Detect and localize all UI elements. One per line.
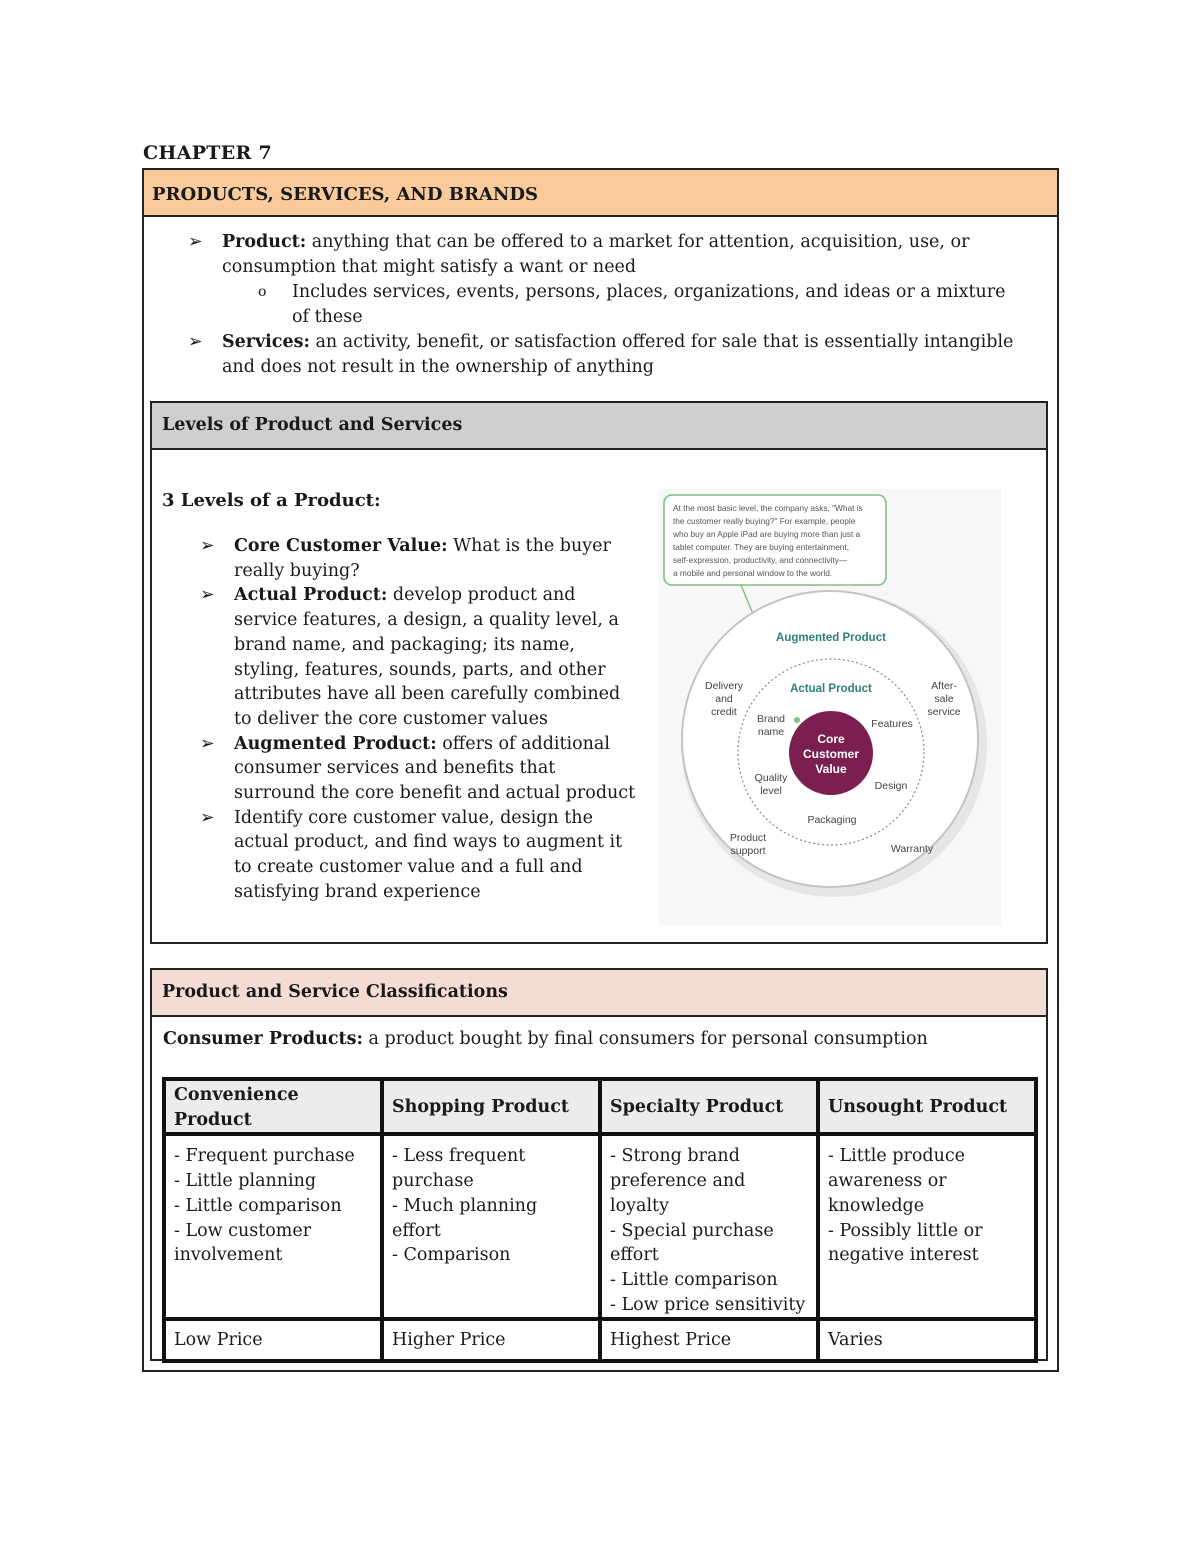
arrow-bullet-icon: ➢ [200,536,215,556]
packaging-label: Packaging [807,814,857,826]
trait-line: - Little produce awareness or knowledge [828,1146,966,1216]
circle-bullet-icon: o [258,284,267,300]
arrow-bullet-icon: ➢ [200,807,215,828]
product-text: anything that can be offered to a market for attention, acquisition, use, or consumption that might satisfy a want or need [222,232,970,277]
levels-title: 3 Levels of a Product: [162,490,381,511]
table-row [164,1319,1036,1361]
product-definition [188,230,1028,280]
services-definition [188,330,1028,380]
level-text: develop product and service features, a design, a quality level, a brand name, and packaging; its name, styling, features, sounds, parts, and other attributes have all been carefully combined to deliver the core customer values [234,585,621,729]
services-text: an activity, benefit, or satisfaction offered for sale that is essentially intangible and does not result in the ownership of anything [222,332,1014,377]
level-text: Identify core customer value, design the actual product, and find ways to augment it to create customer value and a full and satisfying brand experience [234,807,623,902]
pointer-dot [794,717,800,723]
arrow-bullet-icon: ➢ [188,332,203,352]
level-item-core [200,534,640,583]
arrow-bullet-icon: ➢ [188,232,203,252]
arrow-bullet-icon: ➢ [200,585,215,606]
classification-table [162,1077,1038,1363]
support-label: support [730,845,766,857]
callout-line: tablet computer. They are buying entertainment, [673,542,850,552]
core-label: Customer [802,747,860,761]
classifications-header: Product and Service Classifications [152,970,1046,1017]
column-header: Specialty Product [600,1079,818,1134]
level-item-actual [200,583,640,731]
price-cell: Varies [818,1319,1036,1361]
callout-line: self-expression, productivity, and connectivity— [673,555,848,565]
product-sub-definition [188,280,1028,330]
level-text: What is the buyer really buying? [234,536,611,581]
consumer-products-definition [163,1029,928,1049]
support-label: Product [729,832,767,844]
brand-label: Brand [756,713,786,725]
table-cell [164,1134,382,1319]
product-term: Product: [222,232,307,252]
warranty-label: Warranty [890,843,934,855]
augmented-label: Augmented Product [776,632,886,644]
trait-line: - Strong brand preference and loyalty [610,1146,746,1216]
column-header: Shopping Product [382,1079,600,1134]
callout-line: who buy an Apple iPad are buying more than just a [673,529,861,539]
trait-line: - Little planning [174,1171,317,1192]
levels-list [200,534,640,905]
price-cell: Highest Price [600,1319,818,1361]
levels-box [150,401,1048,944]
trait-line: - Little comparison [610,1269,778,1290]
arrow-bullet-icon: ➢ [200,733,215,754]
classifications-box [150,968,1048,1361]
delivery-label: credit [711,706,737,718]
table-header-row [164,1079,1036,1134]
level-item-summary [200,806,640,905]
levels-header: Levels of Product and Services [152,403,1046,450]
product-sub-text: Includes services, events, persons, places, organizations, and ideas or a mixture of these [292,282,1006,327]
table-cell [818,1134,1036,1319]
table-cell [600,1134,818,1319]
actual-label: Actual Product [790,683,872,695]
product-levels-diagram [659,489,1001,925]
definitions [188,230,1028,380]
level-term: Core Customer Value: [234,536,448,556]
table-row [164,1134,1036,1319]
trait-line: - Low price sensitivity [610,1294,806,1315]
level-term: Augmented Product: [234,733,437,754]
features-label: Features [871,718,913,730]
design-label: Design [874,780,908,792]
trait-line: - Possibly little or negative interest [828,1220,983,1266]
consumer-text: a product bought by final consumers for personal consumption [368,1029,928,1049]
services-term: Services: [222,332,310,352]
core-label: Core [817,732,845,746]
trait-line: - Much planning effort [392,1195,538,1241]
trait-line: - Frequent purchase [174,1146,355,1167]
section-title: PRODUCTS, SERVICES, AND BRANDS [144,170,1057,217]
trait-line: - Little comparison [174,1195,342,1216]
chapter-label: CHAPTER 7 [143,142,273,164]
trait-line: - Special purchase effort [610,1220,774,1266]
column-header: Convenience Product [164,1079,382,1134]
callout-line: a mobile and personal window to the world. [673,568,833,578]
brand-label: name [757,726,785,738]
after-sale-label: sale [934,693,954,705]
level-item-augmented [200,732,640,806]
delivery-label: and [715,693,733,705]
table-cell [382,1134,600,1319]
price-cell: Higher Price [382,1319,600,1361]
consumer-term: Consumer Products: [163,1029,363,1049]
core-label: Value [815,762,847,776]
price-cell: Low Price [164,1319,382,1361]
quality-label: level [760,785,782,797]
callout-line: At the most basic level, the company asks, "What is [673,503,863,513]
level-term: Actual Product: [234,585,388,606]
callout-line: the customer really buying?" For example, people [673,516,856,526]
column-header: Unsought Product [818,1079,1036,1134]
after-sale-label: service [927,706,961,718]
quality-label: Quality [754,772,788,784]
trait-line: - Less frequent purchase [392,1146,526,1192]
trait-line: - Low customer involvement [174,1220,312,1266]
level-text: offers of additional consumer services and benefits that surround the core benefit and actual product [234,733,636,804]
trait-line: - Comparison [392,1245,511,1266]
delivery-label: Delivery [705,680,743,692]
after-sale-label: After- [931,680,957,692]
